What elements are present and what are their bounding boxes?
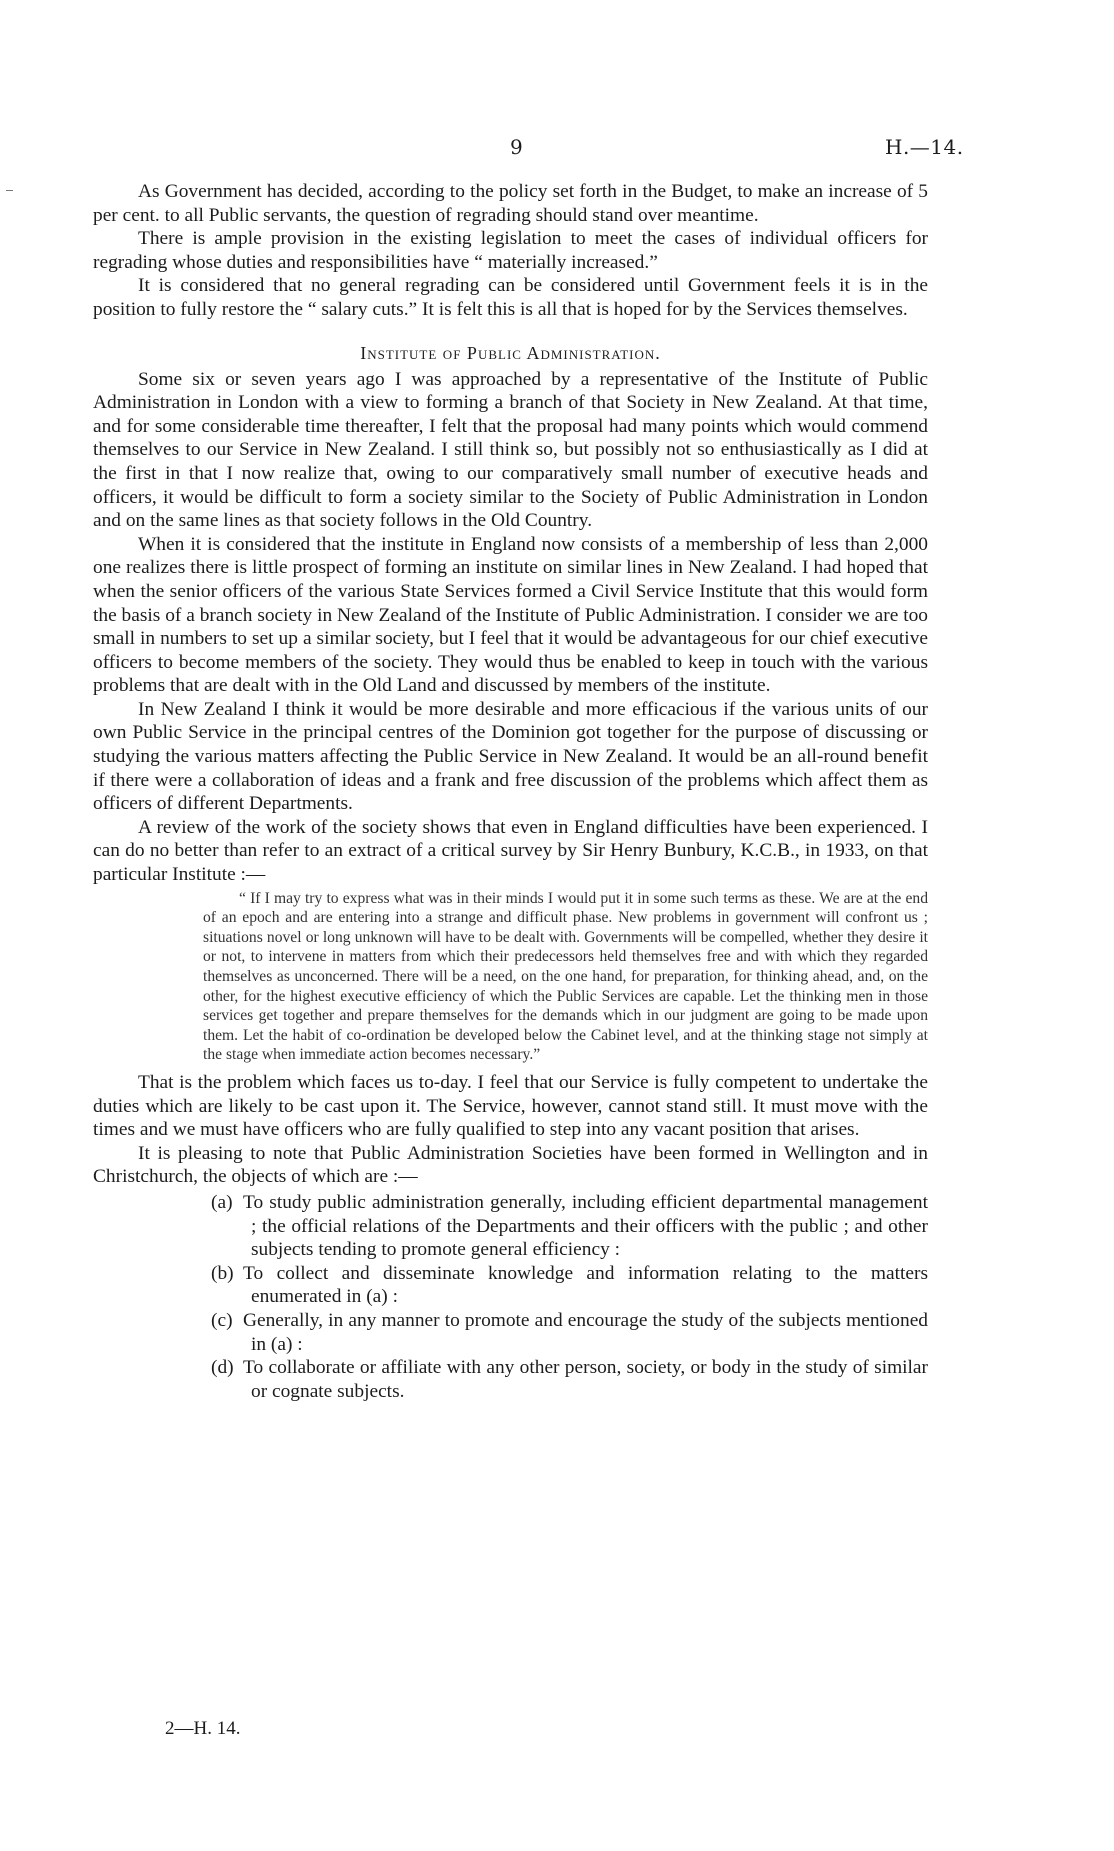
paragraph: A review of the work of the society shows that even in England difficulties have been experienced. I can do no better than refer to an extract of a critical survey by Sir Henry Bunbury, K.C.B., in 1933, on that particular Institute :—: [93, 816, 928, 886]
footer-signature: 2—H. 14.: [165, 1718, 241, 1739]
margin-mark: [6, 190, 13, 191]
list-marker: (b): [211, 1262, 234, 1284]
list-marker: (d): [211, 1357, 234, 1379]
list-item: [93, 1191, 928, 1262]
list-item-text: To collect and disseminate knowledge and information relating to the matters enumerated in (a) :: [243, 1262, 928, 1308]
objects-list: [93, 1191, 928, 1403]
list-marker: (a): [211, 1191, 233, 1213]
paragraph: That is the problem which faces us to-day. I feel that our Service is fully competent to undertake the duties which are likely to be cast upon it. The Service, however, cannot stand still. It must move with the times and we must have officers who are fully qualified to step into any vacant position that arises.: [93, 1071, 928, 1141]
list-item: [93, 1309, 928, 1356]
paragraph: When it is considered that the institute in England now consists of a membership of less than 2,000 one realizes there is little prospect of forming an institute on similar lines in New Zealand. I had hoped that when the senior officers of the various State Services formed a Civil Service Institute that this would form the basis of a branch society in New Zealand of the Institute of Public Administration. I consider we are too small in numbers to set up a similar society, but I feel that it would be advantageous for our chief executive officers to become members of the society. They would thus be enabled to keep in touch with the various problems that are dealt with in the Old Land and discussed by members of the institute.: [93, 533, 928, 697]
list-marker: (c): [211, 1309, 233, 1331]
paragraph: It is considered that no general regrading can be considered until Government feels it is in the position to fully restore the “ salary cuts.” It is felt this is all that is hoped for by the Services themselves.: [93, 275, 928, 320]
section-heading: Institute of Public Administration.: [360, 342, 661, 363]
paragraph: In New Zealand I think it would be more desirable and more efficacious if the various units of our own Public Service in the principal centres of the Dominion got together for the purpose of discussing or studying the various matters affecting the Public Service in New Zealand. It would be an all-round benefit if there were a collaboration of ideas and a frank and free discussion of the problems which affect them as officers of different Departments.: [93, 698, 928, 815]
block-quote: “ If I may try to express what was in their minds I would put it in some such terms as these. We are at the end of an epoch and are entering into a strange and difficult phase. New problems in government will confront us ; situations novel or long unknown will have to be dealt with. Governments will be compelled, whether they desire it or not, to intervene in matters from which their predecessors held themselves free and with which they regarded themselves as unconcerned. There will be a need, on the one hand, for preparation, for thinking ahead, and, on the other, for the highest executive efficiency of which the Public Services are capable. Let the thinking men in those services get together and prepare themselves for the demands which in our judgment are going to be made upon them. Let the habit of co-ordination be developed below the Cabinet level, and at the thinking stage not simply at the stage when immediate action becomes necessary.”: [203, 889, 928, 1064]
paragraph: Some six or seven years ago I was approached by a representative of the Institute of Public Administration in London with a view to forming a branch of that Society in New Zealand. At that time, and for some considerable time thereafter, I felt that the proposal had many points which would commend themselves to our Service in New Zealand. I still think so, but possibly not so enthusiastically as I did at the first in that I now realize that, owing to our comparatively small number of executive heads and officers, it would be difficult to form a society similar to the Society of Public Administration in London and on the same lines as that society follows in the Old Country.: [93, 368, 928, 532]
paragraph: There is ample provision in the existing legislation to meet the cases of individual officers for regrading whose duties and responsibilities have “ materially increased.”: [93, 228, 928, 273]
page-number: 9: [510, 135, 523, 159]
report-code: H.—14.: [885, 135, 964, 159]
list-item: [93, 1262, 928, 1309]
list-item-text: Generally, in any manner to promote and encourage the study of the subjects mentioned in (a) :: [243, 1309, 928, 1355]
paragraph: It is pleasing to note that Public Administration Societies have been formed in Wellington and in Christchurch, the objects of which are :—: [93, 1142, 928, 1188]
body-text: [93, 180, 928, 1403]
paragraph: As Government has decided, according to the policy set forth in the Budget, to make an increase of 5 per cent. to all Public servants, the question of regrading should stand over meantime.: [93, 181, 928, 226]
list-item: [93, 1356, 928, 1403]
page-header: [0, 135, 1114, 165]
list-item-text: To study public administration generally, including efficient departmental management ; the official relations of the Departments and their officers with the public ; and other subjects tending to promote general efficiency :: [243, 1191, 928, 1261]
list-item-text: To collaborate or affiliate with any other person, society, or body in the study of similar or cognate subjects.: [243, 1357, 928, 1402]
